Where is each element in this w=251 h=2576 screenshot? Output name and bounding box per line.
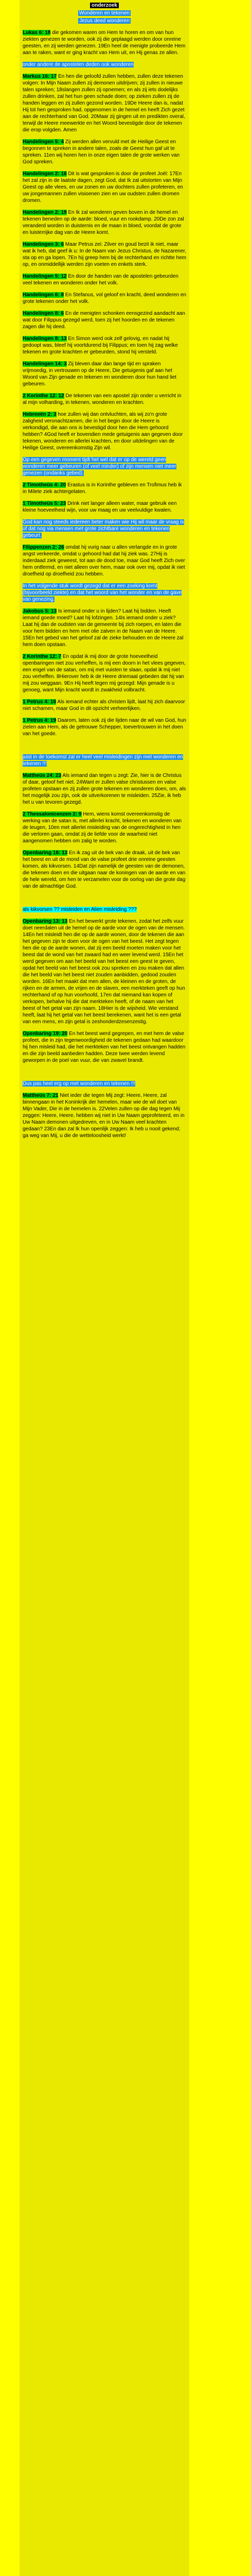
section-gap <box>23 1064 186 1075</box>
section-17 <box>23 519 186 539</box>
sections <box>23 29 186 1139</box>
verse-reference: Markus 16: 17 <box>23 74 57 79</box>
verse-reference: 1 Timotheüs 5: 23 <box>23 501 66 506</box>
verse-reference: Handelingen 2: 16 <box>23 171 67 177</box>
verse-text: Hem, wiens komst overeenkomstig de werking van de satan is, met allerlei kracht, tekenen en wonderen van de leugen, 10en met allerlei misleiding van de ongerechtigheid in hen die verloren gaan, omdat zij de liefde voor de waarheid niet aangenomen hebben om zalig te worden. <box>23 811 182 844</box>
verse-text: En opdat ik mij door de grote hoeveelheid openbaringen niet zou verheffen, is mij een doorn in het vlees gegeven, een engel van de satan, om mij met vuisten te slaan, opdat ik mij niet zou verheffen. 8Hierover heb ik de Heere driemaal gebeden dat hij van mij zou weggaan. 9En Hij heeft tegen mij gezegd: Mijn genade is u genoeg, want Mijn kracht wordt in zwakheid volbracht. <box>23 654 186 693</box>
verse-text: Als iemand dan tegen u zegt: Zie, hier is de Christus of daar, geloof het niet. 24Want er zullen valse christussen en valse profeten opstaan en zij zullen grote tekenen en wonderen doen, om, als het mogelijk zou zijn, ook de uitverkorenen te misleiden. 25Zie, ik heb het u van tevoren gezegd. <box>23 773 186 805</box>
verse-reference: 1 Petrus 4: 16 <box>23 699 57 705</box>
verse-reference: Hebreeën 2: 3 <box>23 412 57 417</box>
passage <box>23 482 186 495</box>
section-6 <box>23 241 186 268</box>
section-gap <box>23 737 186 749</box>
highlighted-note: In het volgende stuk wordt gezegd dat er een zoeking komt (bijvoorbeeld ziekte) en dat het woord van het wonder en van de gave van genezing. <box>23 583 182 602</box>
passage <box>23 811 186 844</box>
verse-reference: Handelingen 2: 19 <box>23 210 67 215</box>
section-12 <box>23 393 186 406</box>
verse-reference: 2 Korinthe 12: 7 <box>23 654 62 659</box>
section-0 <box>23 29 186 56</box>
verse-reference: Handelingen 3: 6 <box>23 242 64 247</box>
verse-text: En ik zag uit de bek van de draak, uit de bek van het beest en uit de mond van de valse profeet drie onreine geesten komen, als kikvorsen. 14Dat zijn namelijk de geesten van de demonen, die tekenen doen en die uitgaan naar de koningen van de aarde en van de hele wereld, om hen te verzamelen voor de oorlog van die grote dag van de almachtige God. <box>23 850 186 889</box>
verse-text: Dit is wat gesproken is door de profeet Joël: 17En het zal zijn in de laatste dagen, zegt God, dat Ik zal uitstorten van Mijn Geest op alle vlees, en uw zonen en uw dochters zullen profeteren, en uw jongemannen zullen visioenen zien en uw oudsten zullen dromen dromen. <box>23 171 183 204</box>
verse-reference: Openbaring 13: 13 <box>23 919 68 924</box>
section-14 <box>23 456 186 477</box>
passage <box>23 73 186 133</box>
section-11 <box>23 361 186 387</box>
passage <box>23 411 186 451</box>
document-title: onderzoek <box>23 2 186 9</box>
passage <box>23 1030 186 1064</box>
verse-reference: Handelingen 14: 3 <box>23 361 67 367</box>
section-5 <box>23 209 186 236</box>
verse-text: Niet ieder die tegen Mij zegt: Heere, Heere, zal binnengaan in het Koninkrijk der hemelen, maar wie de wil doet van Mijn Vader, Die in de hemelen is. 22Velen zullen op die dag tegen Mij zeggen: Heere, Heere, hebben wij niet in Uw Naam geprofeteerd, en in Uw Naam demonen uitgedreven, en in Uw Naam veel krachten gedaan? 23En dan zal Ik hun openlijk zeggen: Ik heb u nooit gekend; ga weg van Mij, u die de wetteloosheid werkt! <box>23 1093 185 1139</box>
highlighted-note: Op een gegeven moment tijdt het wel dat er op de wereld geen wonderen meer gebeuren (of veel minder) of zijn mensen niet meer genezen (ondanks gebed). <box>23 457 176 476</box>
section-30 <box>23 1030 186 1064</box>
passage <box>23 850 186 890</box>
highlighted-note: God kan nog steeds iedereen beter maken wie Hij wil maar de vraag is of dat nog via mensen met grote zichtbare wonderen en tekenen gebeurt. <box>23 519 184 538</box>
subtitle-2: Jezus deed wonderen <box>79 18 130 24</box>
section-19 <box>23 583 186 603</box>
verse-text: Erastus is in Korinthe gebleven en Trofimus heb ik in Milete ziek achtergelaten. <box>23 482 182 495</box>
verse-text: die gekomen waren om Hem te horen en om van hun ziekten genezen te worden, ook zij die geplaagd werden door onreine geesten, en zij werden genezen. 19En heel de menigte probeerde Hem aan te raken, want er ging kracht van Hem uit, en Hij genas ze allen. <box>23 30 186 56</box>
verse-text: En hen die geloofd zullen hebben, zullen deze tekenen volgen: In Mijn Naam zullen zij demonen uitdrijven; zij zullen in nieuwe talen spreken; 18slangen zullen zij opnemen; en als zij iets dodelijks zullen drinken, zal het hun geen schade doen; op zieken zullen zij de handen leggen en zij zullen gezond worden. 19De Heere dan is, nadat Hij tot hen gesproken had, opgenomen in de hemel en heeft Zich gezet aan de rechterhand van God. 20Maar zij gingen uit en predikten overal, terwijl de Heere meewerkte en het Woord bevestigde door de tekenen die erop volgden. Amen <box>23 74 185 133</box>
passage <box>23 393 186 406</box>
section-16 <box>23 500 186 514</box>
passage <box>23 1092 186 1139</box>
highlighted-note: als kikvorsen ?? misleiden en Alien misleiding ??? <box>23 907 137 912</box>
passage <box>23 906 186 913</box>
section-2 <box>23 73 186 133</box>
passage <box>23 544 186 578</box>
verse-reference: Openbaring 16: 13 <box>23 850 68 856</box>
section-22 <box>23 699 186 712</box>
passage <box>23 754 186 767</box>
section-26 <box>23 811 186 844</box>
section-10 <box>23 335 186 355</box>
section-25 <box>23 772 186 806</box>
section-23 <box>23 717 186 737</box>
passage <box>23 310 186 330</box>
verse-reference: 2 Thessalonicenzen 2: 9 <box>23 811 82 817</box>
verse-reference: Handelingen 5: 12 <box>23 274 67 279</box>
passage <box>23 273 186 286</box>
verse-text: En Simon werd ook zelf gelovig, en nadat hij gedoopt was, bleef hij voortdurend bij Filippus; en toen hij zag welke tekenen en grote krachten er gebeurden, stond hij versteld. <box>23 336 178 355</box>
verse-text: Als iemand echter als christen lijdt, laat hij zich daarvoor niet schamen, maar God in dit opzicht verheerlijken. <box>23 699 185 711</box>
section-20 <box>23 608 186 648</box>
passage <box>23 1080 186 1087</box>
verse-text: En het bewerkt grote tekenen, zodat het zelfs vuur doet neerdalen uit de hemel op de aarde voor de ogen van de mensen. 14En het misleidt hen die op de aarde wonen, door de tekenen die aan het gegeven zijn te doen voor de ogen van het beest. Het zegt tegen hen die op de aarde wonen, dat zij een beeld moeten maken voor het beest dat de wond van het zwaard had en weer levend werd. 15En het werd gegeven om aan het beeld van het beest een geest te geven, opdat het beeld van het beest ook zou spreken en zou maken dat allen die het beeld van het beest niet zouden aanbidden, gedood zouden worden. 16En het maakt dat men allen, de kleinen en de groten, de rijken en de armen, de vrijen en de slaven, een merkteken geeft op hun rechterhand of op hun voorhoofd, 17en dat niemand kan kopen of verkopen, behalve hij die dat merkteken heeft, of de naam van het beest of het getal van zijn naam. 18Hier is de wijsheid. Wie verstand heeft, laat hij het getal van het beest berekenen, want het is een getal van een mens, en zijn getal is zeshonderdzesenzestig. <box>23 919 185 1025</box>
passage <box>23 292 186 305</box>
verse-text: Drink niet langer alleen water, maar gebruik een kleine hoeveelheid wijn, voor uw maag en uw veelvuldige kwalen. <box>23 501 177 513</box>
verse-text: En de menigten schonken eensgezind aandacht aan wat door Filippus gezegd werd, toen zij het hoorden en de tekenen zagen die hij deed. <box>23 311 185 330</box>
passage <box>23 335 186 355</box>
section-28 <box>23 906 186 913</box>
verse-text: hoe zullen wij dan ontvluchten, als wij zo'n grote zaligheid veronachtzamen, die in het begin door de Heere is verkondigd, die aan ons is bevestigd door hen die Hem gehoord hebben? 4God heeft er bovendien mede getuigenis aan gegeven door tekenen, wonderen en allerlei krachten, en door uitdelingen van de Heilige Geest, overeenkomstig Zijn wil. <box>23 412 183 451</box>
section-7 <box>23 273 186 286</box>
verse-text: Zij werden allen vervuld met de Heilige Geest en begonnen te spreken in andere talen, zoals de Geest hun gaf uit te spreken. 11en wij horen hen in onze eigen talen de grote werken van God spreken. <box>23 139 180 165</box>
section-9 <box>23 310 186 330</box>
section-24 <box>23 754 186 767</box>
section-18 <box>23 544 186 578</box>
verse-reference: Mattheüs 24: 23 <box>23 773 62 778</box>
verse-text: En Ik zal wonderen geven boven in de hemel en tekenen beneden op de aarde: bloed, vuur en rookdamp. 20De zon zal veranderd worden in duisternis en de maan in bloed, voordat de grote en luisterrijke dag van de Heere komt. <box>23 210 184 235</box>
passage <box>23 29 186 56</box>
passage <box>23 500 186 514</box>
passage <box>23 61 186 68</box>
passage <box>23 653 186 693</box>
verse-reference: Mattheüs 7: 21 <box>23 1093 59 1098</box>
passage <box>23 361 186 387</box>
verse-text: omdat hij vurig naar u allen verlangde en in grote angst verkeerde, omdat u gehoord had dat hij ziek was. 27Hij is inderdaad ziek geweest, tot aan de dood toe, maar God heeft Zich over hem ontfermd, en niet alleen over hem, maar ook over mij, opdat ik niet droefheid op droefheid zou hebben. <box>23 545 185 577</box>
section-27 <box>23 850 186 890</box>
verse-reference: Jakobus 5: 13 <box>23 608 57 614</box>
verse-reference: 1 Petrus 4: 19 <box>23 718 57 723</box>
section-31 <box>23 1080 186 1087</box>
highlighted-note: onder andere de apostelen deden ook wonderen <box>23 62 134 67</box>
passage <box>23 171 186 204</box>
verse-reference: Handelingen 6: 8 <box>23 292 64 298</box>
passage <box>23 241 186 268</box>
passage <box>23 699 186 712</box>
passage <box>23 456 186 477</box>
verse-reference: Filippenzen 2: 26 <box>23 545 64 550</box>
verse-text: Daarom, laten ook zij die lijden naar de wil van God, hun zielen aan Hem, als de getrouwe Schepper, toevertrouwen in het doen van het goede. <box>23 718 186 737</box>
section-1 <box>23 61 186 68</box>
section-15 <box>23 482 186 495</box>
section-3 <box>23 139 186 165</box>
verse-reference: Openbaring 19: 20 <box>23 1031 68 1037</box>
verse-text: Is iemand onder u in lijden? Laat hij bidden. Heeft iemand goede moed? Laat hij lofzingen. 14Is iemand onder u ziek? Laat hij dan de oudsten van de gemeente bij zich roepen, en laten die voor hem bidden en hem met olie zalven in de Naam van de Heere. 15En het gebed van het geloof zal de zieke behouden en de Heere zal hem doen opstaan. <box>23 608 184 648</box>
verse-text: Maar Petrus zei: Zilver en goud bezit ik niet, maar wat ik heb, dat geef ik u: In de Naam van Jezus Christus, de Nazarener, sta op en ga lopen. 7En hij greep hem bij de rechterhand en richtte hem op, en onmiddellijk werden zijn voeten en enkels sterk. <box>23 242 186 267</box>
passage <box>23 918 186 1025</box>
verse-text: Zij bleven daar dan lange tijd en spraken vrijmoedig, in vertrouwen op de Heere, Die getuigenis gaf aan het Woord van Zijn genade en tekenen en wonderen door hun hand liet gebeuren. <box>23 361 176 387</box>
verse-reference: Handelingen 8: 6 <box>23 311 64 316</box>
verse-reference: 2 Korinthe 12: 12 <box>23 393 64 399</box>
document-content <box>23 2 186 1139</box>
verse-text: En Stefanus, vol geloof en kracht, deed wonderen en grote tekenen onder het volk. <box>23 292 186 304</box>
passage <box>23 717 186 737</box>
section-13 <box>23 411 186 451</box>
verse-reference: 2 Timotheüs 4: 20 <box>23 482 66 488</box>
verse-text: De tekenen van een apostel zijn onder u verricht in al mijn volharding, in tekenen, wonderen en krachten. <box>23 393 182 405</box>
verse-text: En door de handen van de apostelen gebeurden veel tekenen en wonderen onder het volk. <box>23 274 178 286</box>
passage <box>23 209 186 236</box>
section-4 <box>23 171 186 204</box>
verse-reference: Lukas 6: 18 <box>23 30 51 36</box>
verse-text: En het beest werd gegrepen, en met hem de valse profeet, die in zijn tegenwoordigheid de tekenen gedaan had waardoor hij hen misleid had, die het merkteken van het beest ontvangen hadden en die zijn beeld aanbeden hadden. Deze twee werden levend geworpen in de poel van vuur, die van zwavel brandt. <box>23 1031 186 1063</box>
section-29 <box>23 918 186 1025</box>
passage <box>23 519 186 539</box>
highlighted-note: Dus pas heel erg op met wonderen en tekenen !!! <box>23 1081 136 1087</box>
passage <box>23 139 186 165</box>
section-21 <box>23 653 186 693</box>
verse-reference: Handelingen 5: 4 <box>23 139 64 145</box>
section-8 <box>23 292 186 305</box>
highlighted-note: juist in de toekomst zal er heel veel misleidingen zijn met wonderen en tekenen !!! <box>23 754 183 767</box>
passage <box>23 772 186 806</box>
section-gap <box>23 890 186 901</box>
verse-reference: Handelingen 8: 13 <box>23 336 67 342</box>
passage <box>23 608 186 648</box>
section-32 <box>23 1092 186 1139</box>
subtitle-1: Wonderen en tekenen <box>79 10 130 16</box>
passage <box>23 583 186 603</box>
